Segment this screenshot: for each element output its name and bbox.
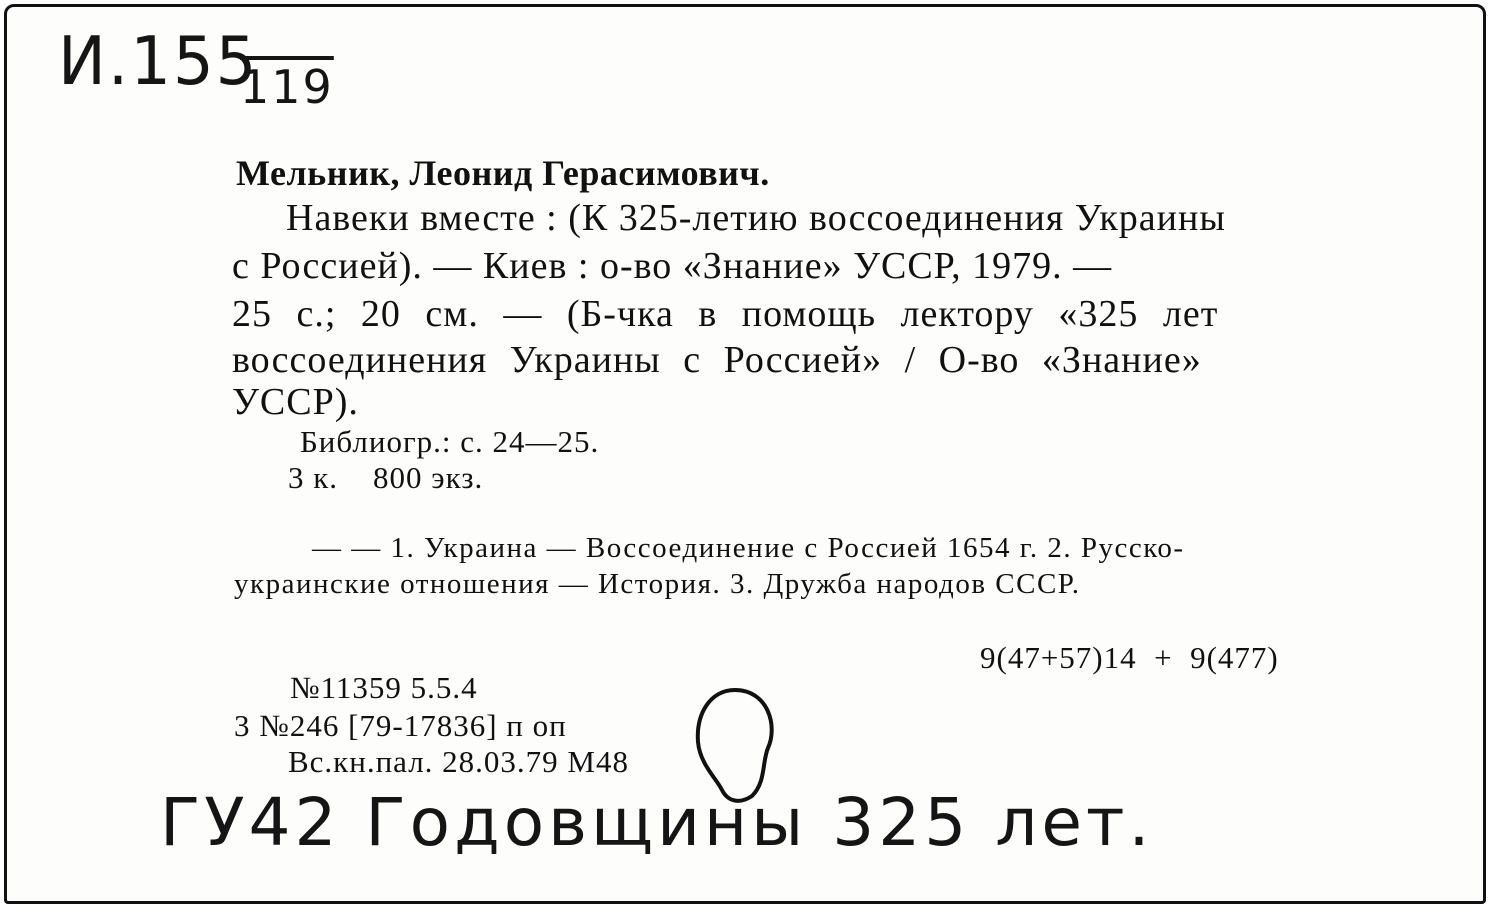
- description-line: с Россией). — Киев : о-во «Знание» УССР, 1979. —: [232, 245, 1113, 287]
- record-number: №11359 5.5.4: [290, 670, 478, 705]
- description-line: Навеки вместе : (К 325-летию воссоединения Украины: [286, 197, 1226, 239]
- chamber-line: Вс.кн.пал. 28.03.79 М48: [288, 744, 629, 779]
- description-line: воссоединения Украины с Россией» / О-во «Знание»: [232, 339, 1202, 381]
- bibliography-note: Библиогр.: с. 24—25.: [300, 424, 600, 459]
- classification-index: 9(47+57)14 + 9(477): [980, 640, 1279, 675]
- shelfmark-main: И.155: [58, 23, 259, 101]
- description-line: 25 с.; 20 см. — (Б-чка в помощь лектору «325 лет: [232, 293, 1219, 335]
- order-line: 3 №246 [79-17836] п оп: [234, 708, 567, 743]
- subject-line: — — 1. Украина — Воссоединение с Россией 1654 г. 2. Русско-: [312, 532, 1185, 564]
- handwritten-note: ГУ42 Годовщины 325 лет.: [160, 784, 1154, 861]
- description-line: УССР).: [232, 381, 359, 423]
- author-heading: Мельник, Леонид Герасимович.: [236, 153, 770, 193]
- price-copies: 3 к. 800 экз.: [288, 460, 484, 495]
- subject-line: украинские отношения — История. 3. Дружба народов СССР.: [234, 568, 1081, 600]
- shelfmark-sub: 119: [240, 60, 334, 114]
